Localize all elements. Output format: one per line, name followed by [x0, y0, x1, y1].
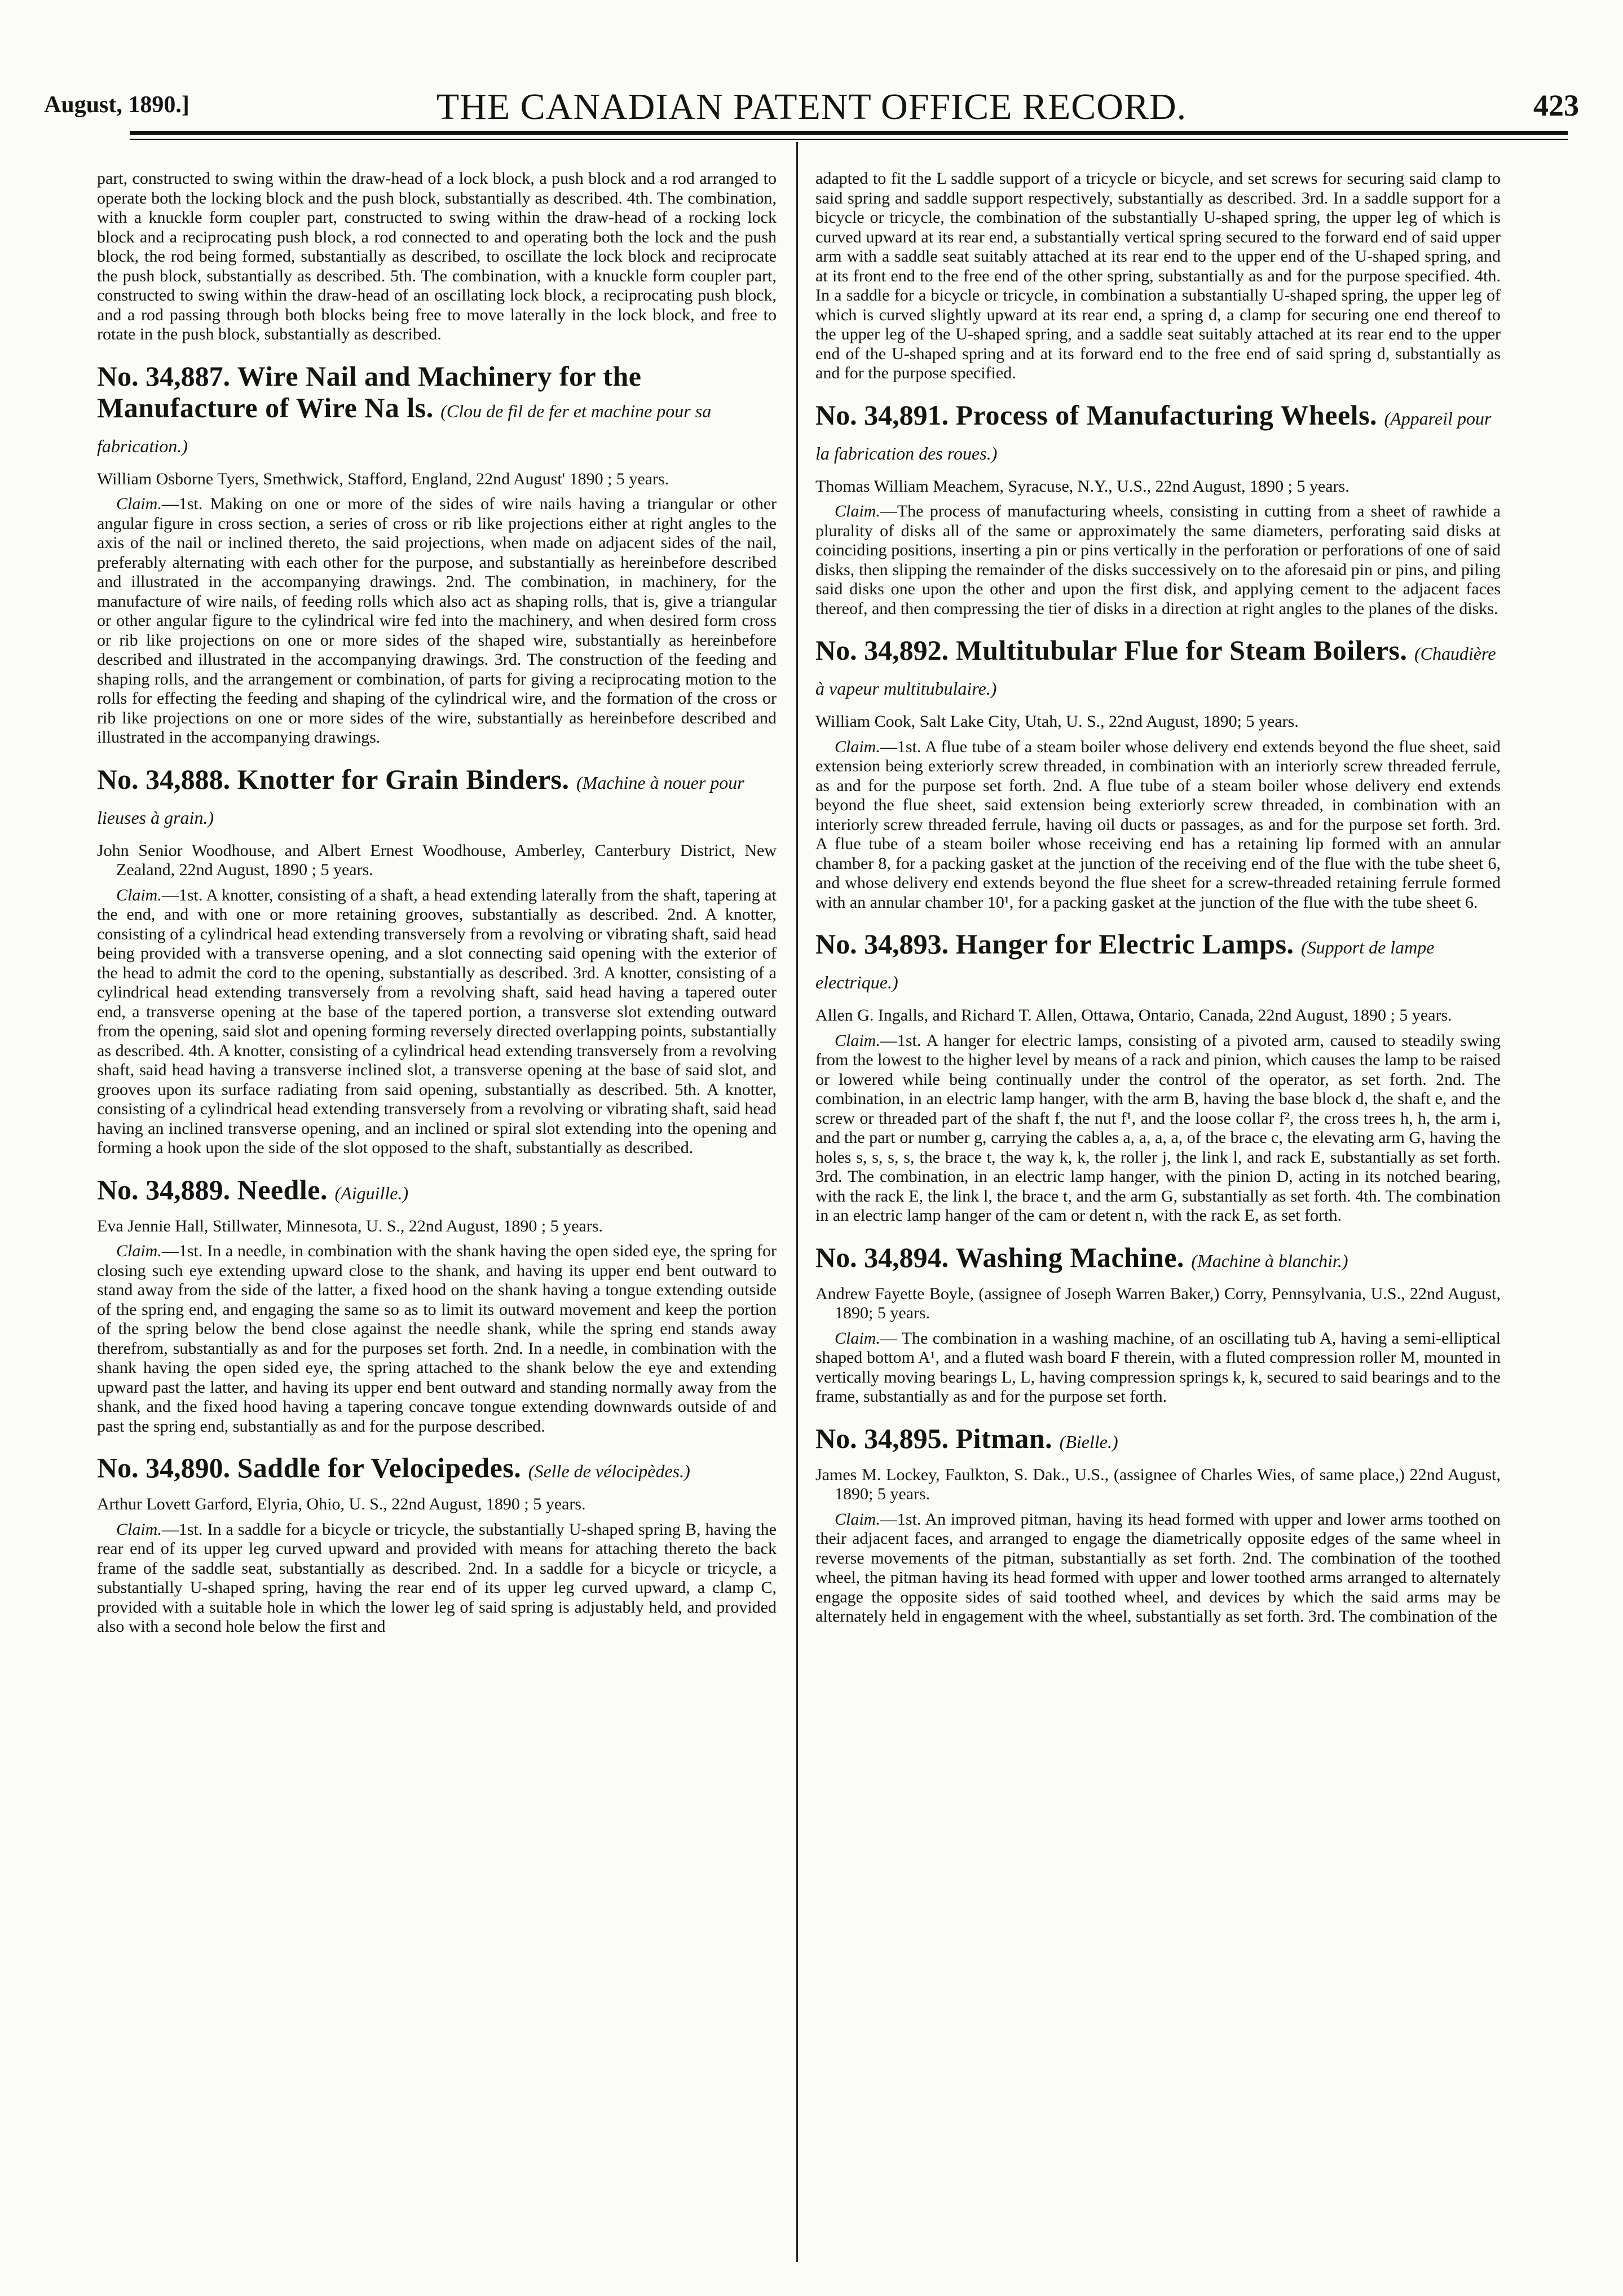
- patent-number: No. 34,894.: [815, 1241, 949, 1273]
- patent-title: Knotter for Grain Binders.: [237, 763, 570, 795]
- entry-heading: [815, 634, 1501, 704]
- claim-body: —1st. Making on one or more of the sides of wire nails having a triangular or other angular figure in cross section, a series of cross or rib like projections either at right angles to the axis of the nail or inclined thereto, the said projections, when made on adjacent sides of the nail, preferably alternating with each other for the purpose, and substantially as hereinbefore described and illustrated in the accompanying drawings. 2nd. The combination, in machinery, for the manufacture of wire nails, of feeding rolls which also act as shaping rolls, that is, give a triangular or other angular figure to the cylindrical wire fed into the machinery, and when desired form cross or rib like projections on one or more sides of the shaped wire, substantially as hereinbefore described and illustrated in the accompanying drawings. 3rd. The construction of the feeding and shaping rolls, and the arrangement or combination, of parts for giving a reciprocating motion to the rolls for effecting the feeding and shaping of the cylindrical wire, and the formation of the cross or rib like projections on one or more sides of the wire, substantially as hereinbefore described and illustrated in the accompanying drawings.: [97, 494, 777, 747]
- claim-body: — The combination in a washing machine, of an oscillating tub A, having a semi-elliptical shaped bottom A¹, and a fluted wash board F therein, with a fluted compression roller M, mounted in vertically moving bearings L, L, having compression springs k, k, secured to said bearings and to the frame, substantially as and for the purpose set forth.: [815, 1328, 1501, 1406]
- patent-number: No. 34,889.: [97, 1173, 231, 1206]
- column-divider: [796, 142, 798, 2262]
- inventor-line: Andrew Fayette Boyle, (assignee of Joseph Warren Baker,) Corry, Pennsylvania, U.S., 22nd August, 1890; 5 years.: [815, 1284, 1501, 1322]
- french-title: (Machine à nouer pour lieuses à grain.): [97, 772, 744, 828]
- patent-number: No. 34,893.: [815, 928, 949, 960]
- claim-body: —1st. A hanger for electric lamps, consisting of a pivoted arm, caused to steadily swing from the lowest to the higher level by means of a rack and pinion, which causes the lamp to be raised or lowered while being continually under the control of the operator, as set forth. 2nd. The combination, in an electric lamp hanger, with the arm B, having the base block d, the shaft e, and the screw or threaded part of the shaft f, the nut f¹, and the loose collar f², the cross trees h, h, the arm i, and the part or number g, carrying the cables a, a, a, a, of the brace c, the elevating arm G, having the holes s, s, s, s, the brace t, the way k, k, the roller j, the link l, and rack E, substantially as set forth. 3rd. The combination, in an electric lamp hanger, with the pinion D, acting in its notched bearing, with the rack E, the link l, the brace t, and the arm G, substantially as set forth. 4th. The combination in an electric lamp hanger of the cam or detent n, with the rack E, as set forth.: [815, 1031, 1501, 1225]
- entry-heading: [815, 399, 1501, 469]
- claim-label: Claim.: [116, 1242, 162, 1260]
- page-number: 423: [1533, 89, 1579, 122]
- patent-entry-34892: [815, 634, 1501, 912]
- entry-heading: [97, 1452, 777, 1487]
- patent-title: Pitman.: [955, 1422, 1053, 1454]
- entry-heading: [97, 360, 777, 462]
- inventor-line: Thomas William Meachem, Syracuse, N.Y., U.S., 22nd August, 1890 ; 5 years.: [815, 476, 1349, 496]
- claim-body: —1st. An improved pitman, having its head formed with upper and lower arms toothed on their adjacent faces, and arranged to engage the diametrically opposite edges of the same wheel in reverse movements of the pitman, substantially as set forth. 2nd. The combination of the toothed wheel, the pitman having its head formed with upper and lower toothed arms arranged to alternately engage the opposite sides of said toothed wheel, and devices by which the said arms may be alternately held in engagement with the wheel, substantially as set forth. 3rd. The combination of the: [815, 1509, 1501, 1626]
- claim-body: —1st. A flue tube of a steam boiler whose delivery end extends beyond the flue sheet, said extension being exteriorly screw threaded, in combination with an interiorly screw threaded ferrule, as and for the purpose set forth. 2nd. A flue tube of a steam boiler whose delivery end extends beyond the flue sheet, said extension being exteriorly screw threaded, in combination with an interiorly screw threaded ferrule, having oil ducts or passages, as and for the purpose set forth. 3rd. A flue tube of a steam boiler whose receiving end has a retaining lip formed with an annular chamber 8, for a packing gasket at the junction of the receiving end of the flue with the tube sheet 6, and whose delivery end extends beyond the flue sheet for a screw-threaded retaining ferrule formed with an annular chamber 10¹, for a packing gasket at the junction of the flue with the tube sheet 6.: [815, 737, 1501, 912]
- left-column: [97, 169, 777, 2262]
- patent-number: No. 34,892.: [815, 634, 949, 666]
- page-header: [44, 79, 1579, 130]
- french-title: (Appareil pour la fabrication des roues.): [815, 408, 1492, 463]
- entry-heading: [97, 1174, 777, 1209]
- french-title: (Clou de fil de fer et machine pour sa fabrication.): [97, 400, 712, 456]
- patent-number: No. 34,887.: [97, 360, 231, 392]
- claim-body: —1st. A knotter, consisting of a shaft, a head extending laterally from the shaft, tapering at the end, and with one or more retaining grooves, substantially as described. 2nd. A knotter, consisting of a cylindrical head extending transversely from a revolving or vibrating shaft, said head being provided with a transverse opening, and a slot connecting said opening with the exterior of the head to admit the cord to the opening, substantially as described. 3rd. A knotter, consisting of a cylindrical head extending transversely from a revolving shaft, said head having a tapered outer end, a transverse opening at the base of the tapered portion, a transverse slot extending outward from the opening, said slot and opening forming reversely directed overlapping points, substantially as described. 4th. A knotter, consisting of a cylindrical head extending transversely from a revolving shaft, said head having a transverse inclined slot, a transverse opening at the base of said slot, and grooves upon its surface radiating from said opening, substantially as described. 5th. A knotter, consisting of a cylindrical head extending transversely from a revolving or vibrating shaft, said head having an inclined transverse opening, and an inclined or spiral slot extending into the opening and forming a hook upon the side of the slot opposed to the shaft, substantially as described.: [97, 885, 777, 1157]
- french-title: (Selle de vélocipèdes.): [528, 1461, 690, 1481]
- patent-entry-34887: [97, 360, 777, 748]
- inventor-line: William Osborne Tyers, Smethwick, Stafford, England, 22nd August' 1890 ; 5 years.: [97, 469, 669, 488]
- claim-text: [815, 502, 1501, 619]
- right-column: [815, 169, 1501, 2262]
- entry-heading: [815, 1423, 1501, 1458]
- patent-entry-34888: [97, 763, 777, 1158]
- entry-heading: [97, 763, 777, 833]
- claim-text: [815, 738, 1501, 913]
- patent-title: Wire Nail and Machinery for the Manufacture of Wire Na ls.: [97, 360, 642, 423]
- french-title: (Aiguille.): [334, 1182, 409, 1203]
- continued-claim-text: adapted to fit the L saddle support of a tricycle or bicycle, and set screws for securing said clamp to said spring and saddle support respectively, substantially as described. 3rd. In a saddle support for a bicycle or tricycle, the combination of the substantially U-shaped spring, the upper leg of which is curved upward at its rear end, a substantially vertical spring secured to the forward end of said upper arm with a saddle seat suitably attached at its rear end to the upper end of the U-shaped spring, and at its front end to the free end of the other spring, substantially as and for the purpose specified. 4th. In a saddle for a bicycle or tricycle, in combination a substantially U-shaped spring, the upper leg of which is curved slightly upward at its rear end, a spring d, a clamp for securing one end thereof to the upper leg of the U-shaped spring, and a saddle seat suitably attached at its rear end to the upper end of the U-shaped spring and at its forward end to the free end of said spring d, substantially as and for the purpose specified.: [815, 169, 1501, 382]
- inventor-line: Eva Jennie Hall, Stillwater, Minnesota, U. S., 22nd August, 1890 ; 5 years.: [97, 1216, 603, 1235]
- claim-text: [815, 1510, 1501, 1627]
- claim-body: —1st. In a saddle for a bicycle or tricycle, the substantially U-shaped spring B, having the rear end of its upper leg curved upward and provided with means for attaching thereto the back frame of the saddle seat, substantially as described. 2nd. In a saddle for a bicycle or tricycle, a substantially U-shaped spring, having the rear end of its upper leg curved upward, a clamp C, provided with a suitable hole in which the lower leg of said spring is adjustably held, and provided also with a second hole below the first and: [97, 1520, 777, 1636]
- claim-label: Claim.: [835, 1509, 880, 1529]
- issue-date: August, 1890.]: [44, 92, 189, 118]
- french-title: (Support de lampe electrique.): [815, 937, 1435, 992]
- inventor-line: James M. Lockey, Faulkton, S. Dak., U.S., (assignee of Charles Wies, of same place,) 22nd August, 1890; 5 years.: [815, 1465, 1501, 1503]
- french-title: (Bielle.): [1059, 1431, 1118, 1452]
- inventor-line: William Cook, Salt Lake City, Utah, U. S., 22nd August, 1890; 5 years.: [815, 712, 1299, 731]
- claim-label: Claim.: [116, 885, 162, 904]
- claim-text: [97, 494, 777, 748]
- patent-entry-34891: [815, 399, 1501, 619]
- header-rule-thick: [130, 131, 1568, 135]
- patent-title: Needle.: [237, 1173, 328, 1206]
- patent-title: Process of Manufacturing Wheels.: [955, 399, 1378, 431]
- claim-body: —1st. In a needle, in combination with the shank having the open sided eye, the spring for closing such eye extending upward close to the shank, and having its upper end bent outward to stand away from the side of the latter, a fixed hood on the shank having a tongue extending outside of the spring end, and engaging the same so as to limit its outward movement and keep the portion of the spring below the bend close against the needle shank, while the spring end stands away therefrom, substantially as and for the purposes set forth. 2nd. In a needle, in combination with the shank having the open sided eye, the spring attached to the shank below the eye and extending upward past the latter, and having its upper end bent outward and standing normally away from the shank, and the fixed hood having a tapering concave tongue extending downwards outside of and past the spring end, substantially as and for the purpose described.: [97, 1242, 777, 1436]
- entry-heading: [815, 1242, 1501, 1277]
- patent-number: No. 34,895.: [815, 1422, 949, 1454]
- claim-label: Claim.: [835, 1031, 880, 1050]
- inventor-line: Allen G. Ingalls, and Richard T. Allen, Ottawa, Ontario, Canada, 22nd August, 1890 ; 5 years.: [815, 1006, 1452, 1025]
- patent-entry-34890: [97, 1452, 777, 1637]
- claim-text: [815, 1031, 1501, 1226]
- inventor-line: Arthur Lovett Garford, Elyria, Ohio, U. S., 22nd August, 1890 ; 5 years.: [97, 1495, 586, 1513]
- patent-entry-34895: [815, 1423, 1501, 1627]
- french-title: (Machine à blanchir.): [1191, 1250, 1348, 1271]
- claim-body: —The process of manufacturing wheels, consisting in cutting from a sheet of rawhide a plurality of disks all of the same or approximately the same diameters, perforating said disks at coinciding positions, inserting a pin or pins vertically in the perforation or perforations of one of said disks, then slipping the remainder of the disks successively on to the aforesaid pin or pins, and piling said disks one upon the other and upon the first disk, and applying cement to the adjacent faces thereof, and then compressing the tier of disks in a direction at right angles to the planes of the disks.: [815, 502, 1501, 618]
- patent-title: Washing Machine.: [955, 1241, 1184, 1273]
- claim-label: Claim.: [116, 494, 162, 513]
- patent-title: Multitubular Flue for Steam Boilers.: [955, 634, 1408, 666]
- header-rule-thin: [130, 139, 1568, 140]
- patent-entry-34894: [815, 1242, 1501, 1407]
- claim-text: [97, 1242, 777, 1436]
- patent-entry-34889: [97, 1174, 777, 1437]
- patent-title: Hanger for Electric Lamps.: [955, 928, 1294, 960]
- claim-text: [97, 886, 777, 1158]
- patent-number: No. 34,890.: [97, 1452, 231, 1483]
- patent-entry-34893: [815, 928, 1501, 1226]
- continued-claim-text: part, constructed to swing within the draw-head of a lock block, a push block and a rod arranged to operate both the locking block and the push block, substantially as described. 4th. The combination, with a knuckle form coupler part, constructed to swing within the draw-head of a rocking lock block and a reciprocating push block, a rod connected to and operating both the lock and the push block, the rod being formed, substantially as described, to oscillate the lock block and reciprocate the push block, substantially as described. 5th. The combination, with a knuckle form coupler part, constructed to swing within the draw-head of an oscillating lock block, a reciprocating push block, and a rod passing through both blocks being free to move laterally in the lock block, and free to rotate in the push block, substantially as described.: [97, 169, 777, 343]
- inventor-line: John Senior Woodhouse, and Albert Ernest Woodhouse, Amberley, Canterbury District, New Zealand, 22nd August, 1890 ; 5 years.: [97, 841, 777, 879]
- french-title: (Chaudière à vapeur multitubulaire.): [815, 643, 1496, 699]
- claim-label: Claim.: [835, 737, 880, 756]
- claim-text: [815, 1329, 1501, 1407]
- claim-label: Claim.: [835, 1328, 880, 1348]
- claim-label: Claim.: [116, 1520, 162, 1539]
- entry-heading: [815, 928, 1501, 998]
- patent-title: Saddle for Velocipedes.: [237, 1452, 522, 1483]
- claim-text: [97, 1520, 777, 1637]
- patent-number: No. 34,888.: [97, 763, 231, 795]
- patent-number: No. 34,891.: [815, 399, 949, 431]
- publication-title: THE CANADIAN PATENT OFFICE RECORD.: [436, 86, 1187, 127]
- claim-label: Claim.: [835, 502, 880, 520]
